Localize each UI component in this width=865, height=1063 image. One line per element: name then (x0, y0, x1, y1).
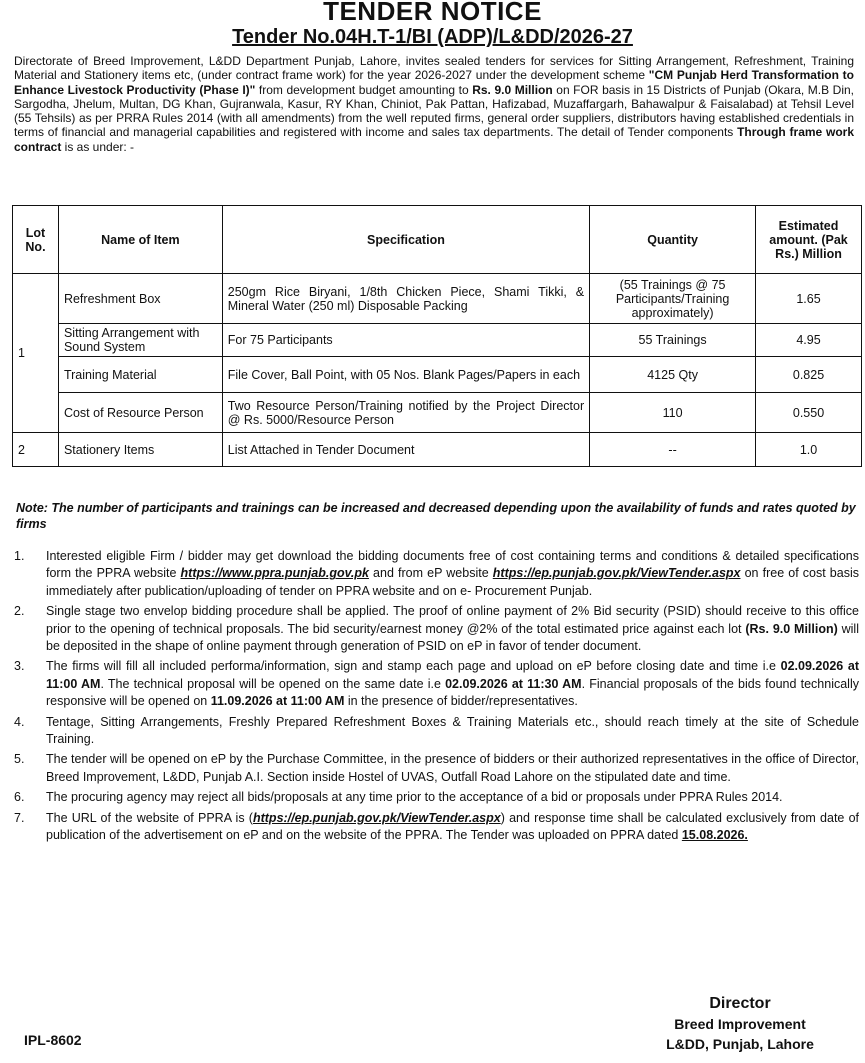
table-header-row (13, 206, 862, 274)
intro-text-4: is as under: - (61, 139, 135, 154)
list-item (14, 789, 859, 806)
item-amount: 0.550 (756, 393, 862, 433)
list-item (14, 548, 859, 600)
item-number: 3. (14, 659, 25, 674)
item-amount: 1.65 (756, 274, 862, 324)
header-amount: Estimated amount. (Pak Rs.) Million (756, 206, 862, 274)
item-spec: File Cover, Ball Point, with 05 Nos. Blank Pages/Papers in each (222, 357, 589, 393)
item-number: 6. (14, 790, 25, 805)
lot-number: 1 (13, 274, 59, 433)
item-name: Training Material (58, 357, 222, 393)
term-text: . Financial proposals of the bids found technically responsive will be opened on (46, 676, 859, 709)
frame-contract: Through frame work contract (14, 125, 854, 154)
item-spec: Two Resource Person/Training notified by the Project Director @ Rs. 5000/Resource Person (222, 393, 589, 433)
item-qty: (55 Trainings @ 75 Participants/Training approximately) (590, 274, 756, 324)
term-text: on free of cost basis immediately after publication/uploading of tender on PPRA website and on e- Procurement Punjab. (46, 566, 859, 598)
table-row (13, 357, 862, 393)
term-text: The URL of the website of PPRA is ( (46, 810, 253, 825)
term-text: The firms will fill all included performa/information, sign and stamp each page and upload on eP before closing date and time i.e (46, 659, 781, 674)
item-qty: -- (590, 433, 756, 467)
intro-text-3: on FOR basis in 15 Districts of Punjab (Okara, M.B Din, Sargodha, Jhelum, Multan, DG Khan, Gujranwala, Kasur, RY Khan, Chiniot, Pak Pattan, Hafizabad, Muzaffargarh, Bahawalpur & Faisalabad) at Tehsil Level (55 Tehsils) as per PRRA Rules 2014 (with all amendments) from the well reputed firms, general order suppliers, distributors having established credentials in terms of financial and managerial capabilities and registered with income and sales tax departments. The detail of Tender components (14, 82, 855, 140)
budget-amount: Rs. 9.0 Million (472, 82, 553, 97)
upload-date: 15.08.2026. (681, 828, 748, 843)
financial-opening-date: 11.09.2026 at 11:00 AM (210, 694, 345, 709)
ppra-url-link[interactable]: https://ep.punjab.gov.pk/ViewTender.aspx (252, 810, 501, 825)
term-text: ) and response time shall be calculated exclusively from date of publication of the advertisement on eP and on the website of the PPRA. The Tender was uploaded on PPRA dated (46, 810, 860, 843)
signature-title: Director (709, 995, 771, 1012)
item-spec: 250gm Rice Biryani, 1/8th Chicken Piece, Shami Tikki, & Mineral Water (250 ml) Disposable Packing (222, 274, 589, 324)
lot-number: 2 (13, 433, 59, 467)
term-text: Interested eligible Firm / bidder may get download the bidding documents free of cost containing terms and conditions & detailed specifications form the PPRA website (46, 549, 859, 581)
tender-number: Tender No.04H.T-1/BI (ADP)/L&DD/2026-27 (232, 26, 633, 48)
item-name: Sitting Arrangement with Sound System (58, 324, 222, 357)
term-text: The procuring agency may reject all bids/proposals at any time prior to the acceptance of a bid or proposals under PPRA Rules 2014. (46, 790, 783, 805)
term-text: will be deposited in the shape of online payment through generation of PSID on eP in favor of tender document. (46, 621, 859, 654)
bid-amount: (Rs. 9.0 Million) (745, 621, 838, 636)
intro-text-1: Directorate of Breed Improvement, L&DD Department Punjab, Lahore, invites sealed tenders for services for Sitting Arrangement, Refreshment, Training Material and Stationery items etc, (under contract frame work) for the year 2026-2027 under the development scheme (14, 54, 854, 83)
notice-title: TENDER NOTICE (323, 0, 542, 26)
table-row (13, 274, 862, 324)
item-number: 2. (14, 604, 25, 619)
item-qty: 110 (590, 393, 756, 433)
term-text: The tender will be opened on eP by the Purchase Committee, in the presence of bidders or their authorized representatives in the office of Director, Breed Improvement, L&DD, Punjab A.I. Section inside Hostel of UVAS, Outfall Road Lahore on the stipulated date and time. (46, 752, 859, 784)
list-item (14, 603, 859, 655)
item-name: Stationery Items (58, 433, 222, 467)
tender-items-table (12, 205, 862, 467)
scheme-name: "CM Punjab Herd Transformation to Enhance Livestock Productivity (Phase I)" (14, 68, 855, 97)
header-lot: Lot No. (13, 206, 59, 274)
item-qty: 4125 Qty (590, 357, 756, 393)
header-name: Name of Item (58, 206, 222, 274)
table-row (13, 433, 862, 467)
term-text: Single stage two envelop bidding procedure shall be applied. The proof of online payment of 2% Bid security (PSID) should receive to this office prior to the opening of technical proposals. The bid security/earnest money @2% of the total estimated price against each lot (46, 604, 859, 636)
ipl-number: IPL-8602 (24, 1032, 82, 1048)
technical-opening-date: 02.09.2026 at 11:30 AM (445, 676, 582, 691)
ep-link[interactable]: https://ep.punjab.gov.pk/ViewTender.aspx (492, 566, 741, 581)
item-number: 4. (14, 714, 25, 729)
signature-department: Breed Improvement (674, 1016, 806, 1032)
terms-list (14, 548, 859, 848)
header-spec: Specification (222, 206, 589, 274)
list-item (14, 714, 859, 749)
signature-office: L&DD, Punjab, Lahore (666, 1036, 814, 1052)
item-spec: List Attached in Tender Document (222, 433, 589, 467)
list-item (14, 751, 859, 786)
item-amount: 0.825 (756, 357, 862, 393)
item-amount: 4.95 (756, 324, 862, 357)
term-text: Tentage, Sitting Arrangements, Freshly Prepared Refreshment Boxes & Training Materials etc., should reach timely at the site of Schedule Training. (46, 714, 859, 747)
list-item (14, 810, 859, 845)
list-item (14, 658, 859, 710)
item-number: 5. (14, 752, 25, 767)
table-row (13, 393, 862, 433)
header-qty: Quantity (590, 206, 756, 274)
intro-text-2: from development budget amounting to (255, 82, 473, 97)
term-text: . The technical proposal will be opened on the same date i.e (100, 676, 446, 691)
item-amount: 1.0 (756, 433, 862, 467)
term-text: and from eP website (368, 566, 493, 581)
item-name: Cost of Resource Person (58, 393, 222, 433)
item-spec: For 75 Participants (222, 324, 589, 357)
participants-note: Note: The number of participants and trainings can be increased and decreased depending upon the availability of funds and rates quoted by firms (16, 501, 856, 531)
item-qty: 55 Trainings (590, 324, 756, 357)
item-name: Refreshment Box (58, 274, 222, 324)
item-number: 1. (14, 549, 25, 563)
item-number: 7. (14, 810, 25, 825)
intro-paragraph (14, 54, 854, 154)
ppra-link[interactable]: https://www.ppra.punjab.gov.pk (180, 566, 369, 581)
term-text: in the presence of bidder/representatives. (344, 694, 578, 709)
closing-date: 02.09.2026 at 11:00 AM (46, 659, 859, 691)
table-row (13, 324, 862, 357)
